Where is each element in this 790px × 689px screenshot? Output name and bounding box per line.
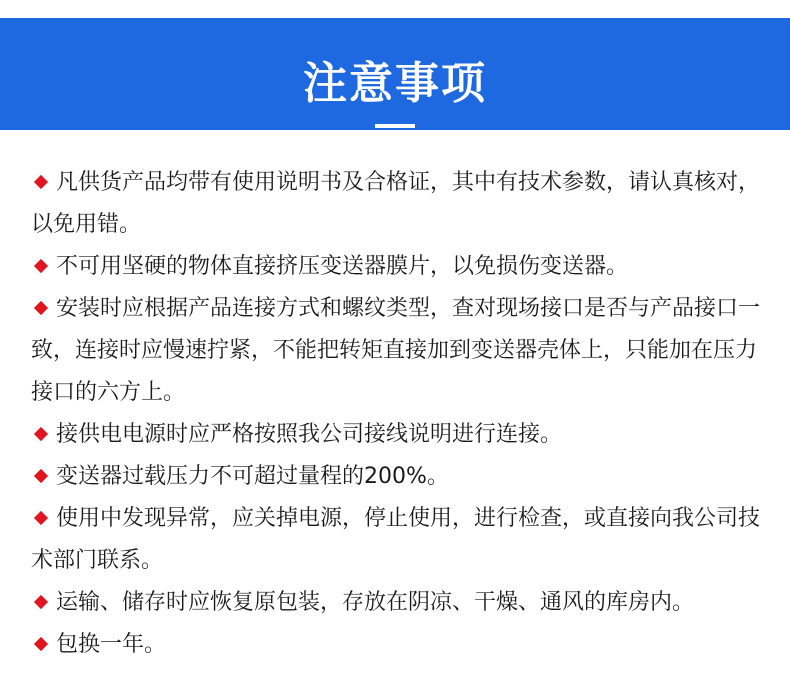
- note-item: [31, 582, 761, 624]
- note-text: 运输、储存时应恢复原包装，存放在阴凉、干燥、通风的库房内。: [56, 590, 695, 615]
- red-diamond-icon: [34, 426, 48, 440]
- note-text: 安装时应根据产品连接方式和螺纹类型，查对现场接口是否与产品接口一致，连接时应慢速拧紧，不能把转矩直接加到变送器壳体上，只能加在压力接口的六方上。: [31, 296, 761, 405]
- red-diamond-icon: [34, 258, 48, 272]
- header-banner: [0, 18, 790, 130]
- red-diamond-icon: [34, 174, 48, 188]
- red-diamond-icon: [34, 594, 48, 608]
- note-item: [31, 498, 761, 582]
- note-item: [31, 246, 761, 288]
- note-item: [31, 162, 761, 246]
- note-item: [31, 456, 761, 498]
- note-text: 不可用坚硬的物体直接挤压变送器膜片，以免损伤变送器。: [56, 254, 629, 279]
- page-title: 注意事项: [303, 58, 487, 109]
- title-underline: [375, 124, 415, 128]
- note-text: 变送器过载压力不可超过量程的200%。: [56, 464, 449, 489]
- note-item: [31, 288, 761, 414]
- note-text: 使用中发现异常，应关掉电源，停止使用，进行检查，或直接向我公司技术部门联系。: [31, 506, 761, 573]
- red-diamond-icon: [34, 510, 48, 524]
- note-item: [31, 414, 761, 456]
- note-text: 接供电电源时应严格按照我公司接线说明进行连接。: [56, 422, 563, 447]
- red-diamond-icon: [34, 468, 48, 482]
- note-text: 包换一年。: [56, 632, 167, 657]
- notes-list: [31, 162, 761, 666]
- note-text: 凡供货产品均带有使用说明书及合格证，其中有技术参数，请认真核对，以免用错。: [31, 170, 761, 237]
- red-diamond-icon: [34, 300, 48, 314]
- red-diamond-icon: [34, 636, 48, 650]
- note-item: [31, 624, 761, 666]
